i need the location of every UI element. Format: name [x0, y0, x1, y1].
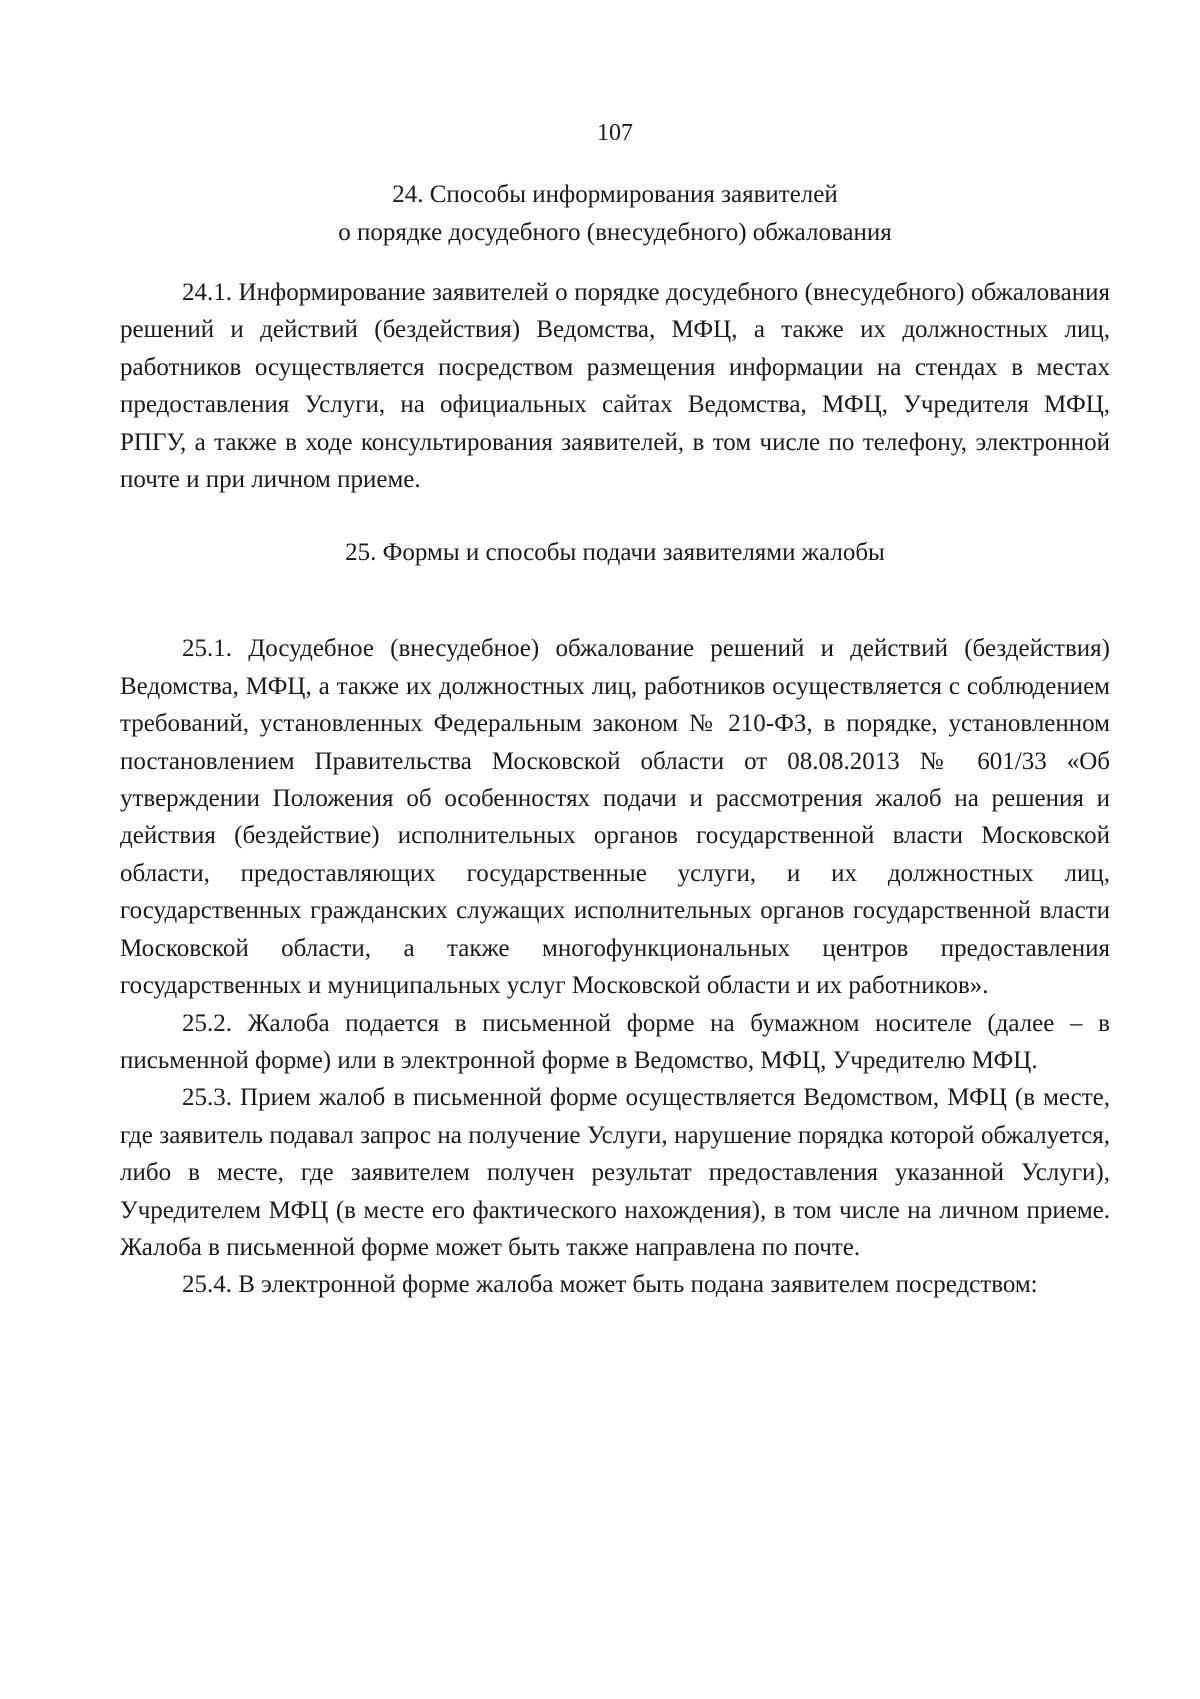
- paragraph-25-3: 25.3. Прием жалоб в письменной форме осуществляется Ведомством, МФЦ (в месте, где заявитель подавал запрос на получение Услуги, нарушение порядка которой обжалуется, либо в месте, где заявителем получен результат предоставления указанной Услуги), Учредителем МФЦ (в месте его фактического нахождения), в том числе на личном приеме. Жалоба в письменной форме может быть также направлена по почте.: [120, 1084, 1110, 1261]
- section-24-title-line-1: 24. Способы информирования заявителей: [392, 181, 838, 208]
- paragraph-25-4: 25.4. В электронной форме жалоба может быть подана заявителем посредством:: [182, 1271, 1038, 1299]
- document-page: [120, 118, 1110, 1658]
- section-24-title: [120, 176, 1110, 252]
- page-number: 107: [597, 120, 633, 146]
- paragraph-25-1: 25.1. Досудебное (внесудебное) обжалование решений и действий (бездействия) Ведомства, МФЦ, а также их должностных лиц, работников осуществляется с соблюдением требований, установленных Федеральным законом № 210-ФЗ, в порядке, установленном постановлением Правительства Московской области от 08.08.2013 № 601/33 «Об утверждении Положения об особенностях подачи и рассмотрения жалоб на решения и действия (бездействие) исполнительных органов государственной власти Московской области, предоставляющих государственные услуги, и их должностных лиц, государственных гражданских служащих исполнительных органов государственной власти Московской области, а также многофункциональных центров предоставления государственных и муниципальных услуг Московской области и их работников».: [120, 635, 1110, 1000]
- paragraph-24-1: 24.1. Информирование заявителей о порядке досудебного (внесудебного) обжалования решений и действий (бездействия) Ведомства, МФЦ, а также их должностных лиц, работников осуществляется посредством размещения информации на стендах в местах предоставления Услуги, на официальных сайтах Ведомства, МФЦ, Учредителя МФЦ, РПГУ, а также в ходе консультирования заявителей, в том числе по телефону, электронной почте и при личном приеме.: [120, 279, 1110, 494]
- section-24-title-line-2: о порядке досудебного (внесудебного) обжалования: [338, 219, 892, 246]
- paragraph-25-2: 25.2. Жалоба подается в письменной форме на бумажном носителе (далее – в письменной форме) или в электронной форме в Ведомство, МФЦ, Учредителю МФЦ.: [120, 1009, 1110, 1074]
- section-25-title: 25. Формы и способы подачи заявителями жалобы: [345, 539, 885, 567]
